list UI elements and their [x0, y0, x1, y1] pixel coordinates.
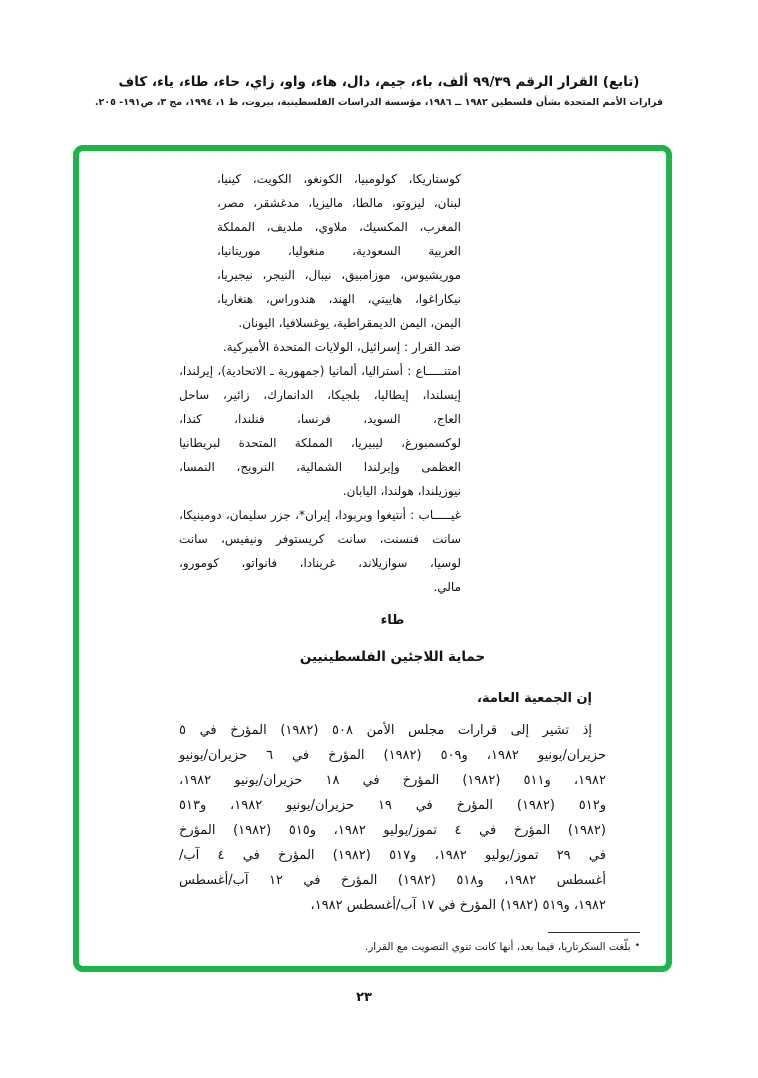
document-header — [0, 74, 758, 108]
text-line: ١٩٨٢، و٥١٩ (١٩٨٢) المؤرخ في ١٧ آب/أغسطس ١٩٨٢، — [310, 898, 606, 913]
text-line: في ٢٩ تموز/يوليو ١٩٨٢، و٥١٧ (١٩٨٢) المؤرخ في ٤ آب/ — [179, 848, 606, 863]
text-line: ١٩٨٢، و٥١١ (١٩٨٢) المؤرخ في ١٨ حزيران/يونيو ١٩٨٢، — [179, 773, 606, 788]
text-line: سانت فنسنت، سانت كريستوفر ونيفيس، سانت — [179, 532, 461, 546]
text-line: إيسلندا، إيطاليا، بلجيكا، الدانمارك، زائير، ساحل — [179, 388, 461, 402]
vote-against-entry — [179, 335, 461, 359]
voting-record — [179, 167, 461, 599]
countries-with-resolution — [217, 167, 461, 335]
text-line: مالي. — [433, 580, 461, 594]
text-line: حزيران/يونيو ١٩٨٢، و٥٠٩ (١٩٨٢) المؤرخ في ٦ حزيران/يونيو — [179, 748, 607, 763]
text-line: نيكاراغوا، هاييتي، الهند، هندوراس، هنغاريا، — [217, 292, 461, 306]
resolution-paragraph — [179, 718, 606, 918]
section-letter: طاء — [380, 613, 405, 628]
vote-abstain-label: امتنـــــاع : — [407, 364, 461, 378]
vote-abstain-entry — [179, 359, 461, 503]
text-line: إذ تشير إلى قرارات مجلس الأمن ٥٠٨ (١٩٨٢) المؤرخ في ٥ — [179, 723, 592, 738]
text-line: كوستاريكا، كولومبيا، الكونغو، الكويت، كينيا، — [217, 172, 461, 186]
text-line: لوكسمبورغ، ليبيريا، المملكة المتحدة لبريطانيا — [179, 436, 461, 450]
assembly-lead-in: إن الجمعية العامة، — [477, 691, 592, 706]
vote-against-countries: إسرائيل، الولايات المتحدة الأميركية. — [222, 340, 401, 354]
vote-against-line — [179, 335, 461, 359]
text-line: و٥١٢ (١٩٨٢) المؤرخ في ١٩ حزيران/يونيو ١٩٨٢، و٥١٣ — [179, 798, 606, 813]
footnote-marker-icon: • — [634, 941, 640, 951]
page-number: ٢٣ — [356, 990, 372, 1005]
vote-absent-entry — [179, 503, 461, 599]
source-citation: قرارات الأمم المتحدة بشأن فلسطين ١٩٨٢ ــ ١٩٨٦، مؤسسة الدراسات الفلسطينية، بيروت، ط ١، ١٩٩٤، مج ٣، ص١٩١- ٢٠٥. — [94, 97, 664, 108]
vote-abstain-countries: أستراليا، ألمانيا (جمهورية ـ الاتحادية)، إيرلندا، — [179, 364, 403, 378]
text-line: العربية السعودية، منغوليا، موريتانيا، — [217, 244, 461, 258]
footnote — [179, 932, 640, 953]
text-line: نيوزيلندا، هولندا، اليابان. — [342, 484, 461, 498]
footnote-separator — [548, 932, 640, 933]
text-line: لوسيا، سوازيلاند، غرينادا، فانواتو، كومورو، — [179, 556, 461, 570]
text-line: العظمى وإيرلندا الشمالية، النرويج، النمسا، — [179, 460, 461, 474]
vote-absent-countries: أنتيغوا وبربودا، إيران*، جزر سليمان، دومينيكا، — [179, 508, 406, 522]
vote-absent-continuation — [179, 527, 461, 599]
section-title: حماية اللاجئين الفلسطينيين — [299, 649, 486, 665]
text-line: اليمن، اليمن الديمقراطية، يوغسلافيا، اليونان. — [238, 316, 461, 330]
text-line: موريشيوس، موزامبيق، نيبال، النيجر، نيجيريا، — [217, 268, 461, 282]
text-line: أغسطس ١٩٨٢، و٥١٨ (١٩٨٢) المؤرخ في ١٢ آب/أغسطس — [179, 873, 606, 888]
vote-against-label: ضد القرار : — [404, 340, 461, 354]
footnote-line — [179, 941, 640, 953]
text-line: المغرب، المكسيك، ملاوي، ملديف، المملكة — [217, 220, 461, 234]
text-line: (١٩٨٢) المؤرخ في ٤ تموز/يوليو ١٩٨٢، و٥١٥ (١٩٨٢) المؤرخ — [179, 823, 606, 838]
frame-content — [79, 151, 666, 966]
vote-abstain-continuation — [179, 383, 461, 503]
vote-absent-label: غيـــــاب : — [410, 508, 461, 522]
vote-abstain-first-line — [179, 359, 461, 383]
footnote-text: بلّغت السكرتاريا، فيما بعد، أنها كانت تنوي التصويت مع القرار. — [364, 941, 631, 953]
text-line: العاج، السويد، فرنسا، فنلندا، كندا، — [179, 412, 461, 426]
resolution-title: (تابع) القرار الرقم ٩٩/٣٩ ألف، باء، جيم، دال، هاء، واو، زاي، حاء، طاء، ياء، كاف — [118, 74, 640, 90]
content-frame — [73, 145, 672, 972]
text-line: لبنان، ليزوتو، مالطا، ماليزيا، مدغشقر، مصر، — [217, 196, 461, 210]
vote-absent-first-line — [179, 503, 461, 527]
